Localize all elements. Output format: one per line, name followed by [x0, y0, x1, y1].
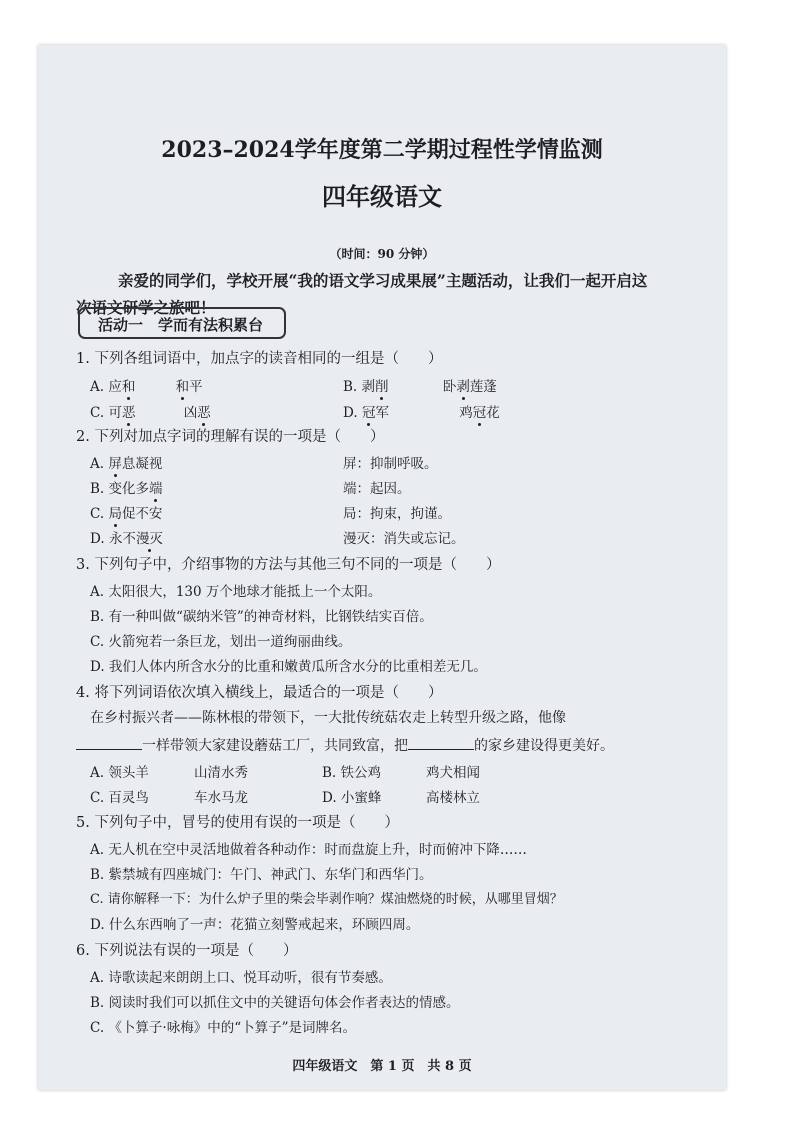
- page-footer: 四年级语文 第 1 页 共 8 页: [292, 1059, 472, 1074]
- exam-title: 2023–2024学年度第二学期过程性学情监测: [161, 137, 603, 163]
- q3-stem: 3. 下列句子中，介绍事物的方法与其他三句不同的一项是（ ）: [76, 557, 501, 573]
- q5-option-a: A. 无人机在空中灵活地做着各种动作：时而盘旋上升，时而俯冲下降……: [90, 842, 527, 858]
- q5-option-c: C. 请你解释一下：为什么炉子里的柴会毕剥作响？煤油燃烧的时候，从哪里冒烟？: [90, 892, 563, 907]
- exam-paper: [38, 45, 726, 1090]
- q6-stem: 6. 下列说法有误的一项是（ ）: [76, 943, 298, 959]
- q3-option-d: D. 我们人体内所含水分的比重和嫩黄瓜所含水分的比重相差无几。: [90, 659, 487, 675]
- q4-option-a-word1: A. 领头羊: [90, 765, 149, 781]
- q4-passage-line2: 一样带领大家建设蘑菇工厂，共同致富，把 的家乡建设得更美好。: [76, 735, 614, 755]
- q1-option-b: B. 剥削 卧剥莲蓬: [343, 379, 497, 395]
- blank-2: [408, 737, 474, 750]
- q4-option-d-word1: D. 小蜜蜂: [322, 790, 382, 806]
- q2-explain-a: 屏：抑制呼吸。: [343, 456, 438, 472]
- q3-option-b: B. 有一种叫做“碳纳米管”的神奇材料，比钢铁结实百倍。: [90, 609, 433, 625]
- q2-option-d: D. 永不漫灭: [90, 531, 163, 547]
- intro-line-2: 次语文研学之旅吧！: [76, 298, 216, 317]
- q2-option-c: C. 局促不安: [90, 506, 163, 522]
- activity-heading: 活动一 学而有法积累台: [78, 307, 286, 339]
- q2-stem: 2. 下列对加点字词的理解有误的一项是（ ）: [76, 429, 385, 445]
- blank-1: [76, 737, 142, 750]
- q6-option-a: A. 诗歌读起来朗朗上口、悦耳动听，很有节奏感。: [90, 970, 392, 986]
- q4-option-c-word1: C. 百灵鸟: [90, 790, 149, 806]
- q2-option-b: B. 变化多端: [90, 481, 163, 497]
- q6-option-c: C. 《卜算子·咏梅》中的“卜算子”是词牌名。: [90, 1020, 357, 1036]
- q1-stem: 1. 下列各组词语中，加点字的读音相同的一组是（ ）: [76, 351, 443, 367]
- q4-option-a-word2: 山清水秀: [194, 765, 248, 781]
- q4-option-d-word2: 高楼林立: [426, 790, 480, 806]
- q5-stem: 5. 下列句子中，冒号的使用有误的一项是（ ）: [76, 815, 399, 831]
- q1-option-c: C. 可恶 凶恶: [90, 405, 211, 421]
- q2-explain-d: 漫灭：消失或忘记。: [343, 531, 465, 547]
- q2-explain-c: 局：拘束，拘谨。: [343, 506, 451, 522]
- q1-option-d: D. 冠军 鸡冠花: [343, 405, 500, 421]
- q4-option-c-word2: 车水马龙: [194, 790, 248, 806]
- subject-title: 四年级语文: [322, 182, 442, 211]
- q4-option-b-word1: B. 铁公鸡: [322, 765, 382, 781]
- q3-option-a: A. 太阳很大，130 万个地球才能抵上一个太阳。: [90, 584, 382, 600]
- q4-passage-line1: 在乡村振兴者——陈林根的带领下，一大批传统菇农走上转型升级之路，他像: [90, 710, 566, 726]
- q1-option-a: A. 应和 和平: [90, 379, 203, 395]
- q5-option-d: D. 什么东西响了一声：花猫立刻警戒起来，环顾四周。: [90, 917, 420, 933]
- q6-option-b: B. 阅读时我们可以抓住文中的关键语句体会作者表达的情感。: [90, 995, 460, 1011]
- q3-option-c: C. 火箭宛若一条巨龙，划出一道绚丽曲线。: [90, 634, 352, 650]
- intro-line-1: 亲爱的同学们，学校开展“我的语文学习成果展”主题活动，让我们一起开启这: [118, 271, 648, 290]
- q5-option-b: B. 紫禁城有四座城门：午门、神武门、东华门和西华门。: [90, 867, 433, 883]
- q2-option-a: A. 屏息凝视: [90, 456, 163, 472]
- q4-option-b-word2: 鸡犬相闻: [426, 765, 480, 781]
- time-limit: （时间：90 分钟）: [329, 247, 435, 261]
- q2-explain-b: 端：起因。: [343, 481, 411, 497]
- q4-stem: 4. 将下列词语依次填入横线上，最适合的一项是（ ）: [76, 685, 443, 701]
